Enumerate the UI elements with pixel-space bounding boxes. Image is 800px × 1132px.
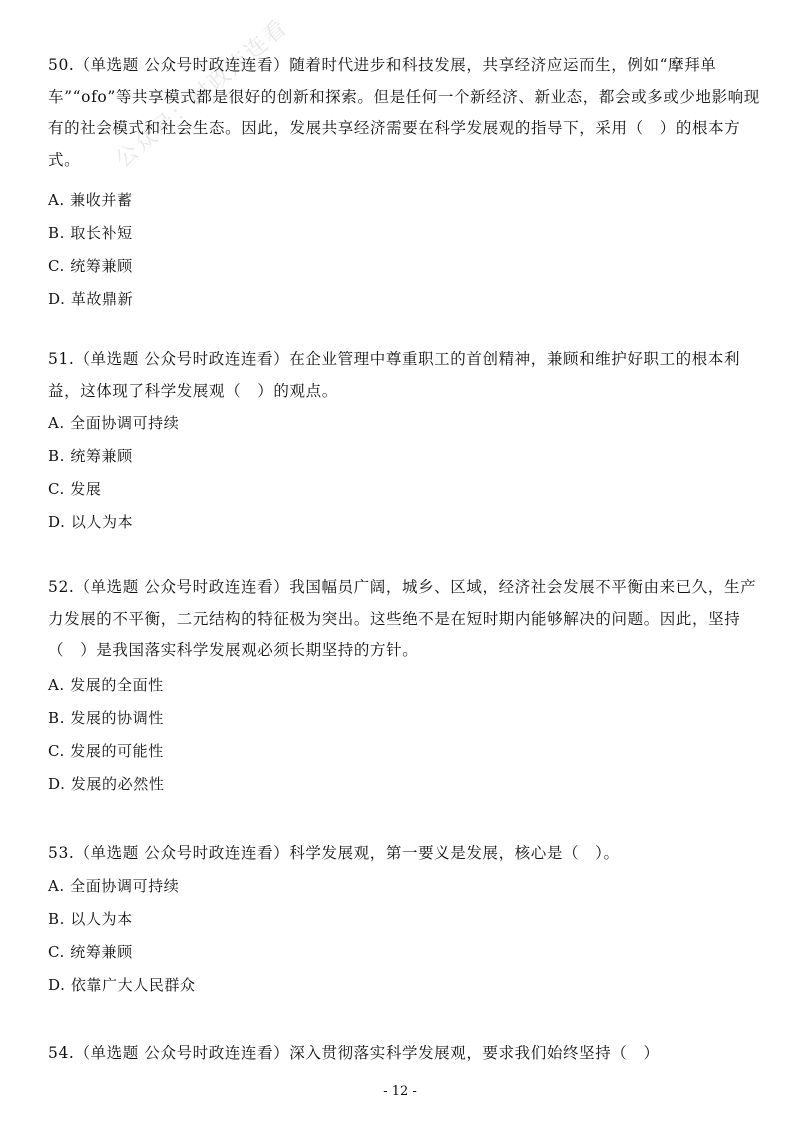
option-c: C. 发展的可能性 bbox=[48, 741, 164, 760]
option-c: C. 统筹兼顾 bbox=[48, 942, 133, 961]
option-b: B. 发展的协调性 bbox=[48, 708, 164, 727]
watermark: 公众号：时政连连看 bbox=[111, 14, 293, 173]
option-a: A. 全面协调可持续 bbox=[48, 414, 180, 432]
option-d: D. 依靠广大人民群众 bbox=[48, 975, 196, 994]
option-list bbox=[48, 407, 760, 539]
option-b: B. 取长补短 bbox=[48, 224, 133, 242]
option-d: D. 发展的必然性 bbox=[48, 774, 165, 793]
option-a: A. 发展的全面性 bbox=[48, 675, 164, 694]
option-c: C. 发展 bbox=[48, 480, 102, 498]
question-50 bbox=[48, 50, 760, 316]
question-53 bbox=[48, 838, 760, 1002]
question-stem: 54.（单选题 公众号时政连连看）深入贯彻落实科学发展观，要求我们始终坚持（ ） bbox=[48, 1044, 660, 1062]
option-b: B. 以人为本 bbox=[48, 909, 133, 928]
question-stem: 53.（单选题 公众号时政连连看）科学发展观，第一要义是发展，核心是（ ）。 bbox=[48, 844, 620, 862]
question-51 bbox=[48, 344, 760, 539]
question-52 bbox=[48, 572, 760, 801]
question-stem: 51.（单选题 公众号时政连连看）在企业管理中尊重职工的首创精神，兼顾和维护好职工的根本利益，这体现了科学发展观（ ）的观点。 bbox=[48, 350, 741, 400]
option-d: D. 以人为本 bbox=[48, 513, 134, 531]
option-a: A. 全面协调可持续 bbox=[48, 876, 180, 895]
option-list bbox=[48, 184, 760, 316]
question-54 bbox=[48, 1038, 760, 1070]
option-c: C. 统筹兼顾 bbox=[48, 257, 133, 275]
option-b: B. 统筹兼顾 bbox=[48, 447, 133, 465]
option-list bbox=[48, 870, 760, 1002]
option-list bbox=[48, 669, 760, 801]
question-stem: 50.（单选题 公众号时政连连看）随着时代进步和科技发展，共享经济应运而生，例如“摩拜单车”“ofo”等共享模式都是很好的创新和探索。但是任何一个新经济、新业态，都会或多或少地影响现有的社会模式和社会生态。因此，发展共享经济需要在科学发展观的指导下，采用（ ）的根本方式。 bbox=[48, 56, 760, 169]
page-number: - 12 - bbox=[383, 1084, 417, 1099]
question-stem: 52.（单选题 公众号时政连连看）我国幅员广阔，城乡、区域，经济社会发展不平衡由来已久，生产力发展的不平衡，二元结构的特征极为突出。这些绝不是在短时期内能够解决的问题。因此，坚持（ ）是我国落实科学发展观必须长期坚持的方针。 bbox=[48, 578, 757, 659]
option-a: A. 兼收并蓄 bbox=[48, 191, 133, 209]
option-d: D. 革故鼎新 bbox=[48, 290, 134, 308]
